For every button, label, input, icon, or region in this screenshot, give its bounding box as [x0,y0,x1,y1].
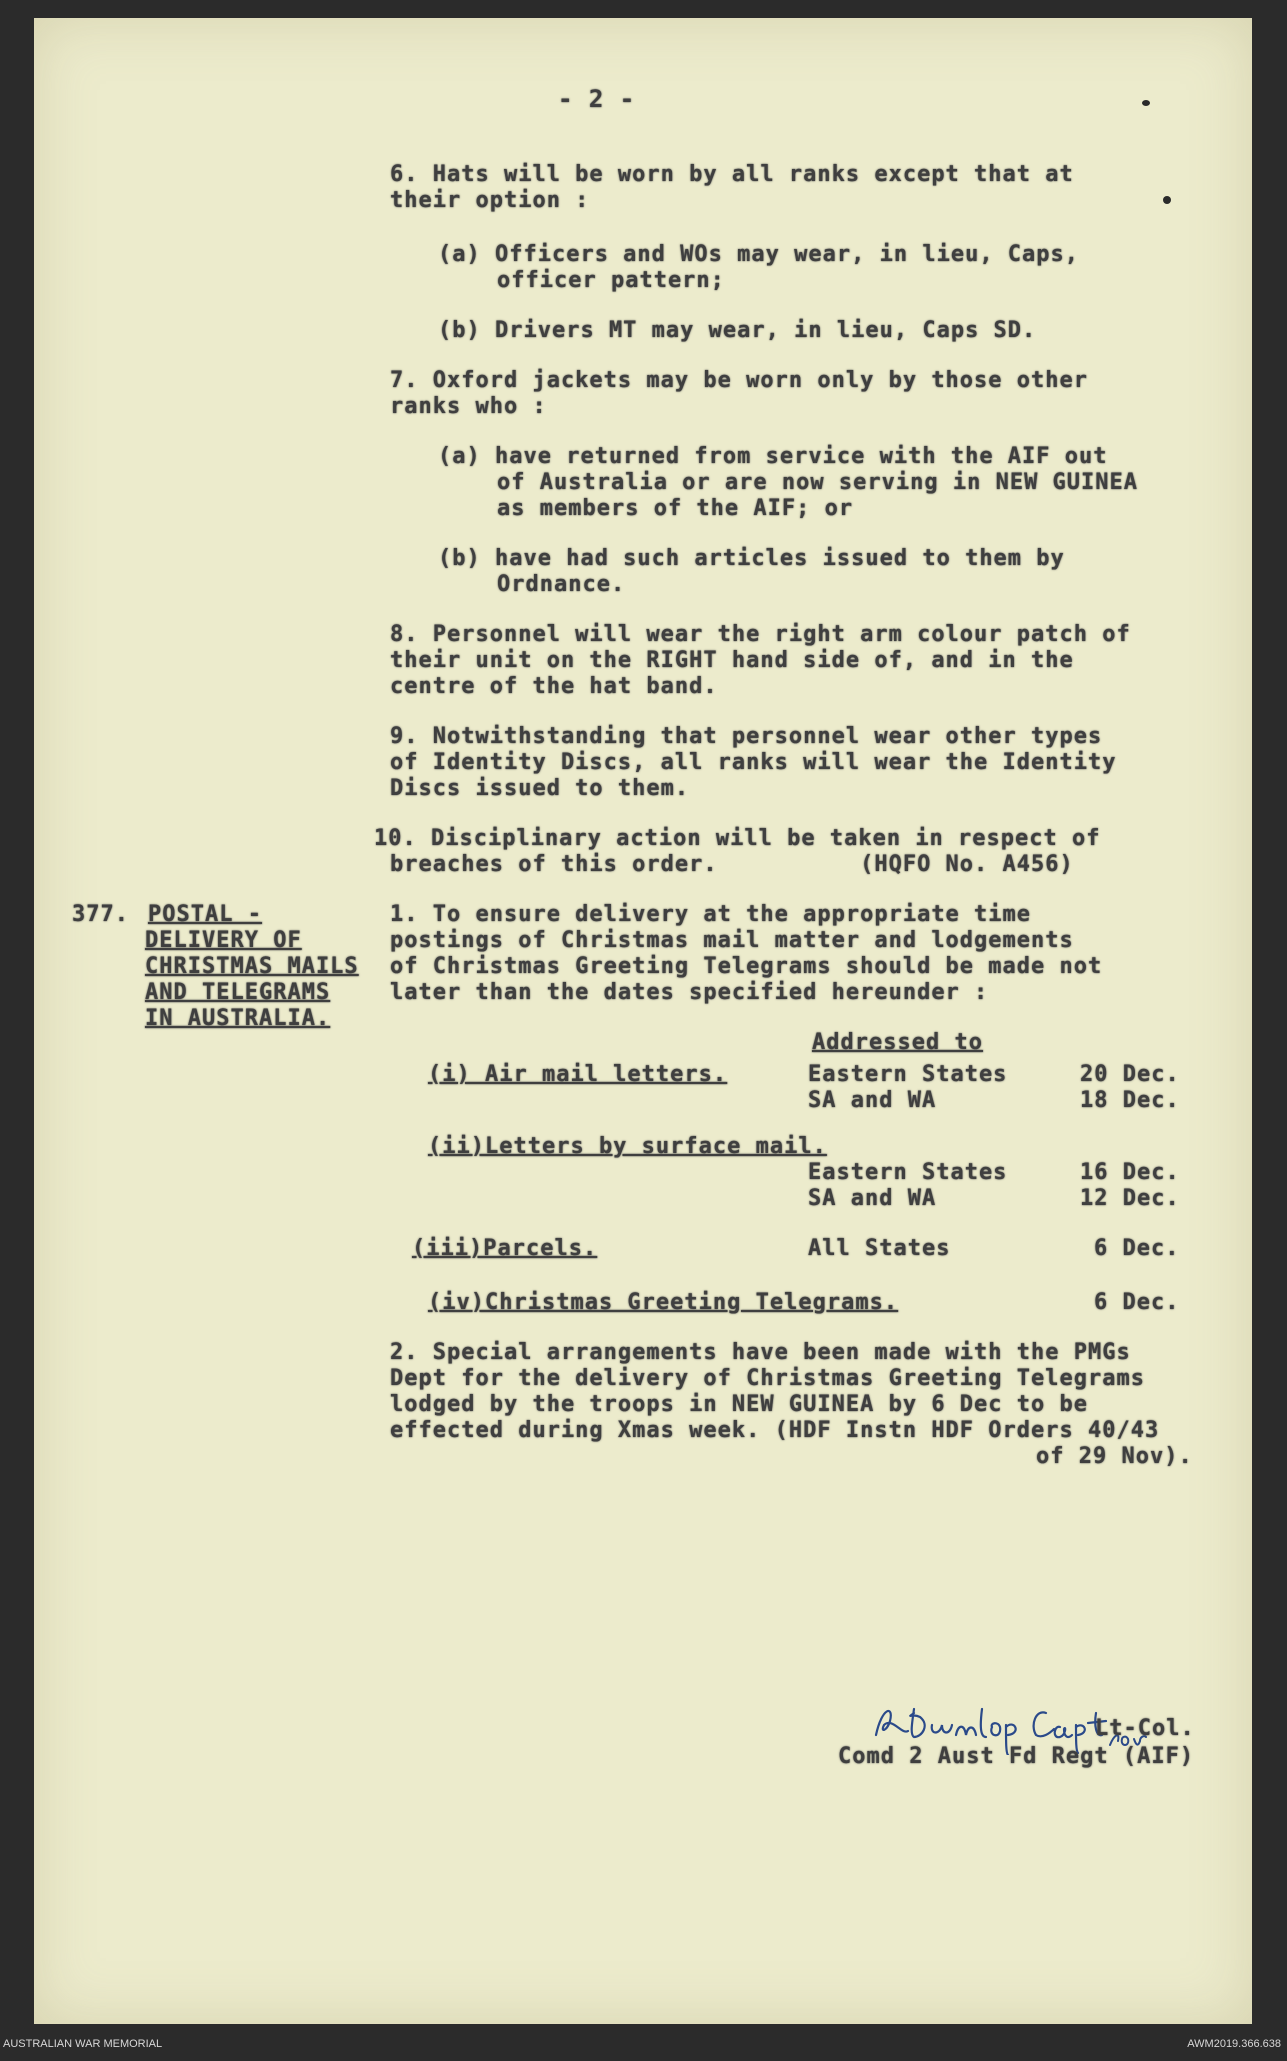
item-p1-line-4: later than the dates specified hereunder : [390,980,989,1005]
para-6a-line-2: officer pattern; [497,268,725,293]
row-label-text: (i) Air mail letters. [428,1062,728,1087]
item-number: 377. [72,902,129,927]
item-p1-line-1: 1. To ensure delivery at the appropriate time [390,902,1032,927]
footer-archive: AUSTRALIAN WAR MEMORIAL [3,2038,163,2050]
punch-mark [1163,196,1171,204]
row-date: 16 Dec. [1080,1160,1180,1185]
para-7-line-2: ranks who : [390,394,547,419]
para-9-line-3: Discs issued to them. [390,776,690,801]
row-label: (iii)Parcels. [412,1236,598,1261]
item-heading-line-5: IN AUSTRALIA. [145,1006,331,1031]
row-dest: SA and WA [808,1088,937,1113]
row-date: 6 Dec. [1094,1290,1180,1315]
para-7a-line-3: as members of the AIF; or [497,496,854,521]
row-dest: SA and WA [808,1186,937,1211]
signature-title-line-2: Comd 2 Aust Fd Regt (AIF) [838,1744,1195,1769]
item-p2-line-2: Dept for the delivery of Christmas Greeting Telegrams [390,1366,1145,1391]
row-dest: Eastern States [808,1062,1008,1087]
item-p1-line-3: of Christmas Greeting Telegrams should be made not [390,954,1103,979]
para-8-line-1: 8. Personnel will wear the right arm colour patch of [390,622,1131,647]
para-6a-line-1: (a) Officers and WOs may wear, in lieu, Caps, [438,242,1080,267]
para-9-line-2: of Identity Discs, all ranks will wear the Identity [390,750,1117,775]
para-6-line-1: 6. Hats will be worn by all ranks except that at [390,162,1074,187]
addressed-to-header: Addressed to [812,1030,983,1055]
item-heading-line-2: DELIVERY OF [145,928,302,953]
item-heading-line-1: POSTAL - [148,902,262,927]
para-8-line-2: their unit on the RIGHT hand side of, and in the [390,648,1074,673]
item-p1-line-2: postings of Christmas mail matter and lodgements [390,928,1074,953]
row-dest: Eastern States [808,1160,1008,1185]
row-label: (iv)Christmas Greeting Telegrams. [428,1290,899,1315]
para-9-line-1: 9. Notwithstanding that personnel wear other types [390,724,1103,749]
para-6-line-2: their option : [390,188,590,213]
para-7b-line-1: (b) have had such articles issued to them by [438,546,1065,571]
item-p2-line-1: 2. Special arrangements have been made with the PMGs [390,1340,1131,1365]
row-date: 6 Dec. [1094,1236,1180,1261]
item-heading-line-4: AND TELEGRAMS [145,980,331,1005]
row-date: 20 Dec. [1080,1062,1180,1087]
row-dest: All States [808,1236,951,1261]
row-date: 18 Dec. [1080,1088,1180,1113]
ink-mark [1142,100,1150,106]
row-label [428,1062,727,1088]
footer-reference: AWM2019.366.638 [1187,2038,1281,2050]
item-p2-line-3: lodged by the troops in NEW GUINEA by 6 Dec to be [390,1392,1089,1417]
para-10-line-2: breaches of this order. (HQFO No. A456) [390,852,1074,877]
row-date: 12 Dec. [1080,1186,1180,1211]
para-7a-line-1: (a) have returned from service with the AIF out [438,444,1108,469]
page-number: - 2 - [558,85,636,113]
para-10-line-1: 10. Disciplinary action will be taken in respect of [374,826,1101,851]
para-8-line-3: centre of the hat band. [390,674,718,699]
item-heading-line-3: CHRISTMAS MAILS [145,954,359,979]
item-p2-line-5: of 29 Nov). [1036,1444,1193,1469]
para-6b: (b) Drivers MT may wear, in lieu, Caps SD. [438,318,1037,343]
item-p2-line-4: effected during Xmas week. (HDF Instn HDF Orders 40/43 [390,1418,1160,1443]
para-7-line-1: 7. Oxford jackets may be worn only by those other [390,368,1089,393]
signature-title-line-1: Lt-Col. [1095,1716,1195,1741]
row-label: (ii)Letters by surface mail. [428,1134,827,1159]
para-7a-line-2: of Australia or are now serving in NEW GUINEA [497,470,1139,495]
para-7b-line-2: Ordnance. [497,572,626,597]
